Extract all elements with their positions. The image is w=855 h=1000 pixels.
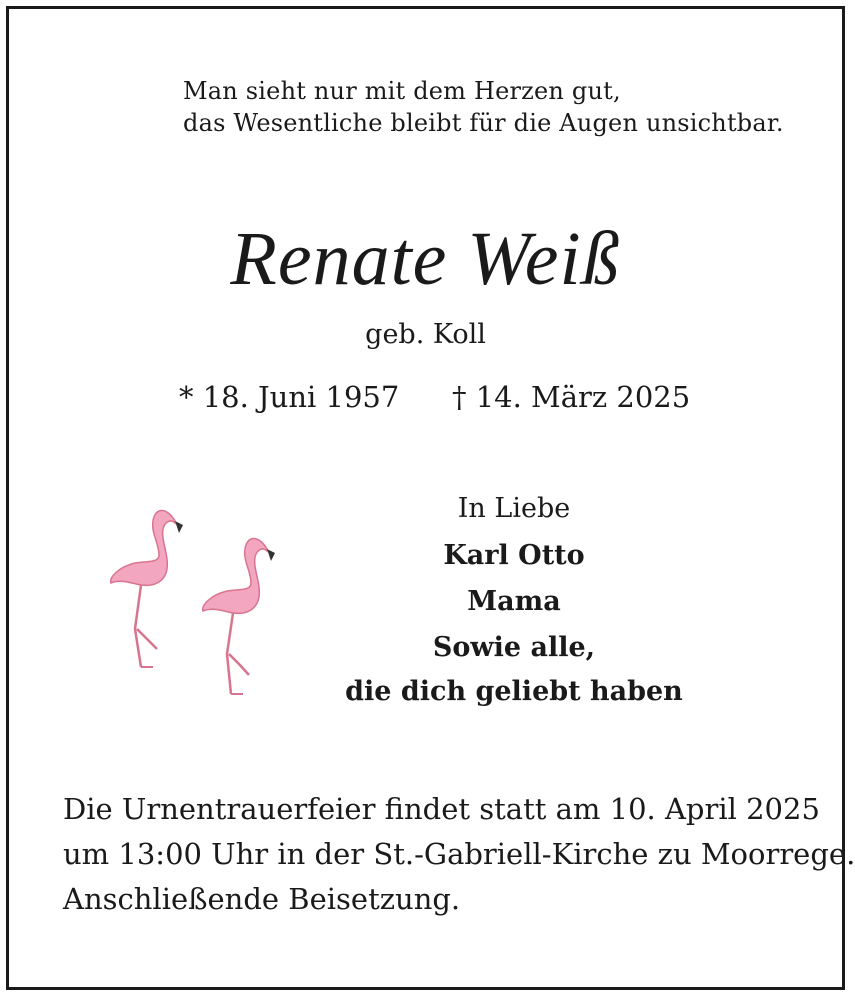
flamingo-illustration: [97, 499, 287, 699]
mourner-1: Karl Otto: [443, 540, 585, 571]
service-line-2: um 13:00 Uhr in der St.-Gabriell-Kirche zu Moorrege.: [63, 837, 855, 871]
service-line-1: Die Urnentrauerfeier findet statt am 10. April 2025: [63, 792, 820, 826]
obituary-frame: [6, 6, 855, 990]
death-date: † 14. März 2025: [452, 380, 691, 414]
quote-line-2: das Wesentliche bleibt für die Augen unsichtbar.: [183, 109, 784, 137]
flamingo-right: [203, 539, 275, 695]
mourner-3: Sowie alle,: [432, 632, 596, 663]
quote: [183, 75, 784, 139]
mourners-intro: In Liebe: [457, 493, 571, 524]
deceased-name: Renate Weiß: [230, 217, 621, 301]
service-info: [63, 787, 855, 922]
mourner-4: die dich geliebt haben: [345, 676, 683, 707]
flamingo-left: [111, 511, 183, 668]
mourners: [319, 484, 709, 714]
service-line-3: Anschließende Beisetzung.: [63, 882, 461, 916]
quote-line-1: Man sieht nur mit dem Herzen gut,: [183, 77, 621, 105]
birth-date: * 18. Juni 1957: [179, 380, 400, 414]
maiden-name: geb. Koll: [365, 319, 486, 350]
mourner-2: Mama: [467, 586, 561, 617]
